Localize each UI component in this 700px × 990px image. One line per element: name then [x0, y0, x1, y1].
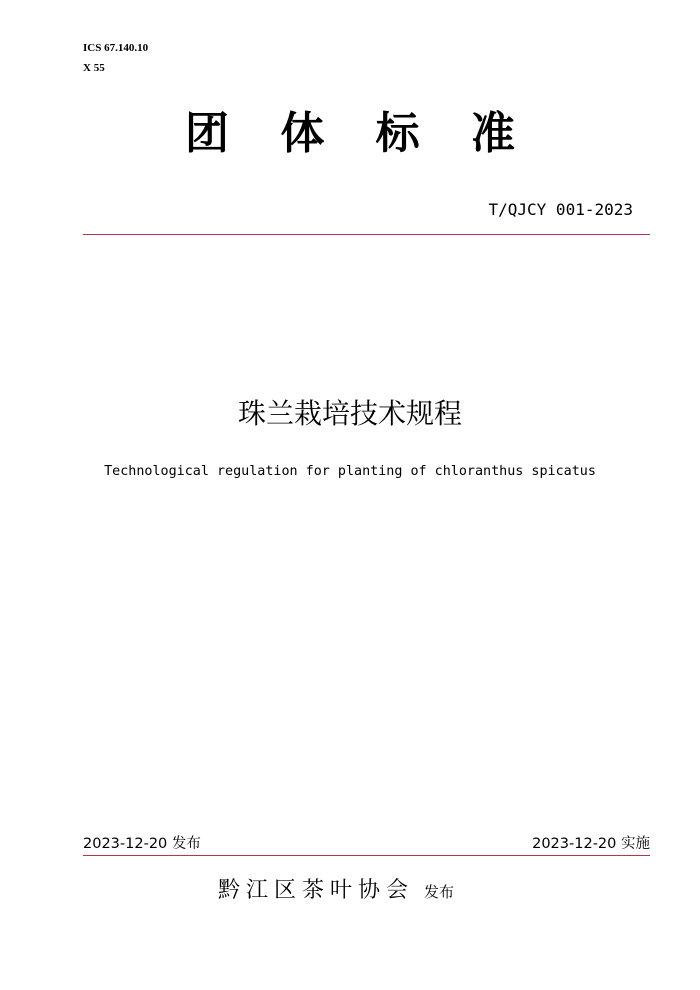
implementation-date: 2023-12-20 实施: [532, 836, 650, 852]
document-title-chinese: 珠兰栽培技术规程: [237, 397, 462, 430]
publication-date: 2023-12-20 发布: [83, 836, 201, 852]
bottom-divider-line: [83, 855, 650, 856]
ics-code: ICS 67.140.10: [83, 42, 149, 54]
publisher-name: 黔江区茶叶协会: [218, 878, 415, 903]
top-divider-line: [83, 234, 650, 235]
standard-type-heading: 团 体 标 准: [185, 108, 533, 159]
standard-number: T/QJCY 001-2023: [488, 200, 633, 219]
publisher-line: [218, 876, 454, 907]
document-title-english: Technological regulation for planting of chloranthus spicatus: [104, 464, 596, 479]
publisher-suffix: 发布: [424, 883, 455, 901]
ccs-code: X 55: [83, 62, 105, 74]
